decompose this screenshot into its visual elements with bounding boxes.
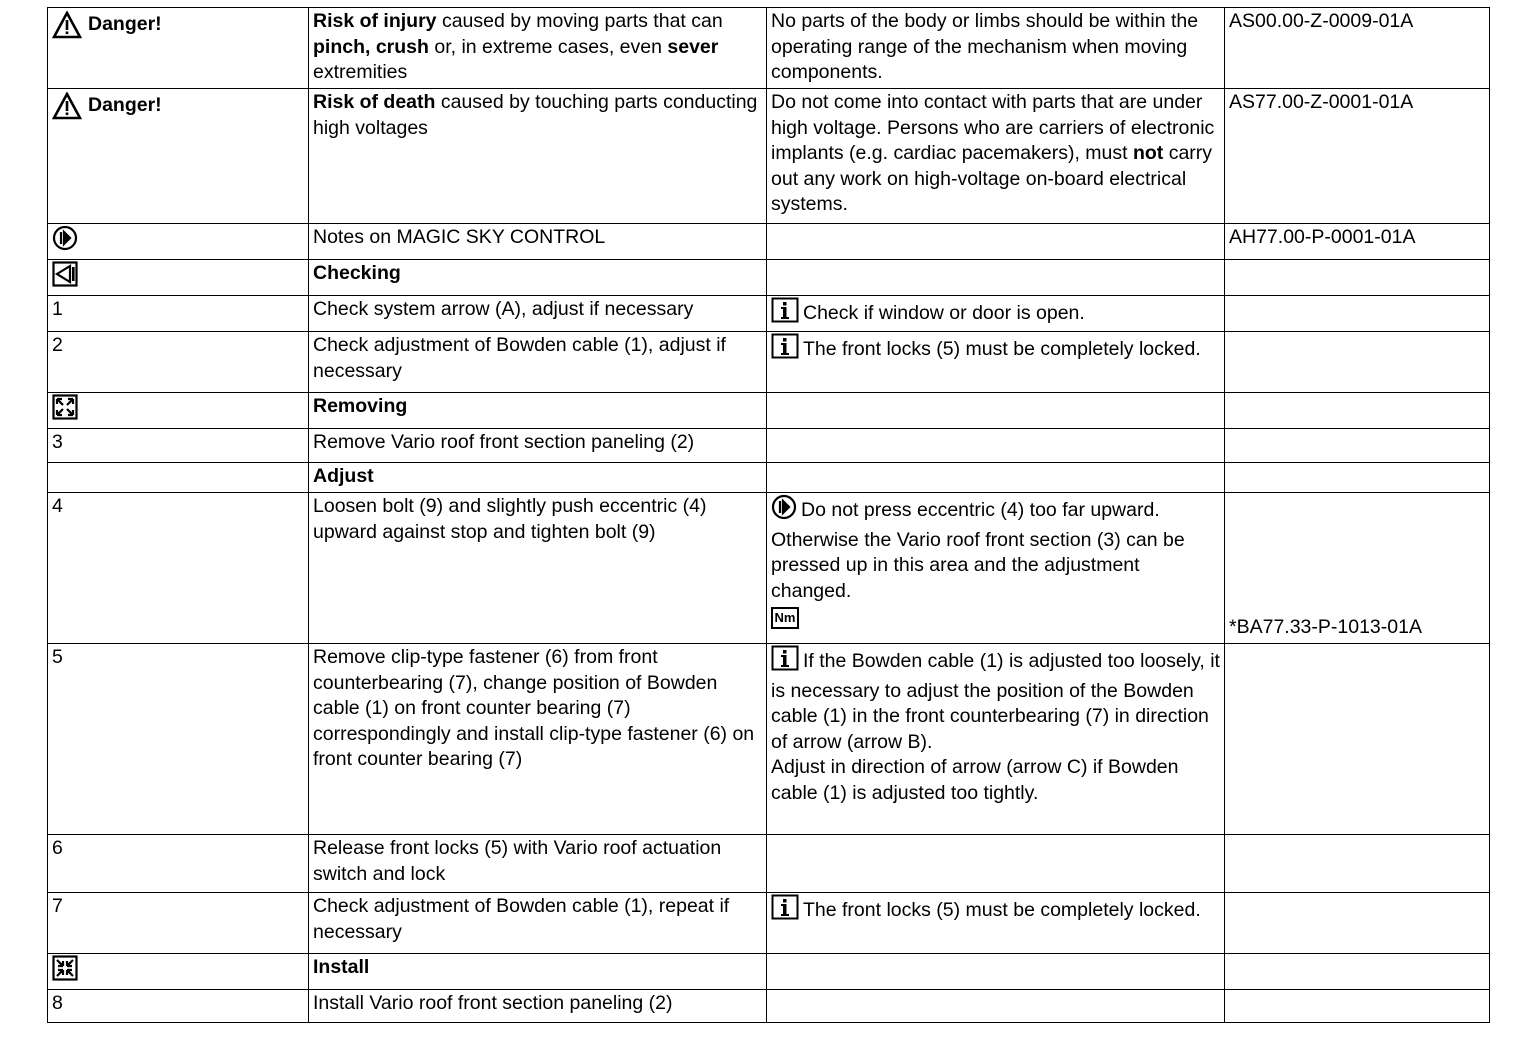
section-heading: Adjust [309,463,767,493]
install-icon [52,955,78,981]
empty-cell [767,954,1225,990]
table-row [48,893,1490,954]
empty-cell [1225,393,1490,429]
table-row [48,393,1490,429]
step-text: Install Vario roof front section paneling (2) [309,990,767,1023]
note-circle-icon [771,494,797,528]
reference-code: *BA77.33-P-1013-01A [1229,615,1422,638]
table-row [48,990,1490,1023]
empty-cell [767,463,1225,493]
step-note: Check if window or door is open. [767,296,1225,332]
table-row [48,224,1490,260]
removing-icon [52,394,78,420]
symbol-cell [48,393,309,429]
danger-note: Do not come into contact with parts that are under high voltage. Persons who are carriers of electronic implants (e.g. cardiac pacemakers), must not carry out any work on high-voltage on-board electrical systems. [767,89,1225,224]
symbol-cell [48,8,309,89]
reference-code: AH77.00-P-0001-01A [1225,224,1490,260]
danger-label: Danger! [88,13,162,36]
table-row [48,8,1490,89]
section-heading: Removing [309,393,767,429]
step-note: Do not press eccentric (4) too far upward. Otherwise the Vario roof front section (3) can be pressed up in this area and the adjustment changed. Nm [767,493,1225,644]
symbol-cell [48,260,309,296]
empty-cell [767,429,1225,463]
empty-cell [767,393,1225,429]
warning-triangle-icon [52,92,82,120]
empty-cell [1225,260,1490,296]
step-number: 8 [48,990,309,1023]
danger-note: No parts of the body or limbs should be within the operating range of the mechanism when moving components. [767,8,1225,89]
empty-cell [48,463,309,493]
empty-cell [1225,463,1490,493]
step-text: Remove clip-type fastener (6) from front counterbearing (7), change position of Bowden cable (1) on front counter bearing (7) correspondingly and install clip-type fastener (6) on front counter bearing (7) [309,644,767,835]
symbol-cell [48,954,309,990]
section-heading: Checking [309,260,767,296]
step-text: Check adjustment of Bowden cable (1), adjust if necessary [309,332,767,393]
info-icon [771,645,799,679]
table-row [48,835,1490,893]
step-text: Remove Vario roof front section paneling (2) [309,429,767,463]
reference-code: AS00.00-Z-0009-01A [1225,8,1490,89]
empty-cell [1225,296,1490,332]
step-number: 2 [48,332,309,393]
table-row [48,644,1490,835]
step-number: 3 [48,429,309,463]
empty-cell [1225,644,1490,835]
step-number: 1 [48,296,309,332]
table-row [48,89,1490,224]
info-icon [771,333,799,367]
danger-description: Risk of injury caused by moving parts that can pinch, crush or, in extreme cases, even sever extremities [309,8,767,89]
empty-cell [1225,893,1490,954]
table-row [48,429,1490,463]
table-row [48,296,1490,332]
empty-cell [1225,332,1490,393]
empty-cell [767,260,1225,296]
procedure-table [47,7,1490,1023]
table-row [48,260,1490,296]
empty-cell [1225,954,1490,990]
step-note: If the Bowden cable (1) is adjusted too loosely, it is necessary to adjust the position of the Bowden cable (1) in the front counterbearing (7) in direction of arrow (arrow B). Adjust in direction of arrow (arrow C) if Bowden cable (1) is adjusted too tightly. [767,644,1225,835]
table-row [48,493,1490,644]
empty-cell [767,990,1225,1023]
empty-cell [767,835,1225,893]
reference-code: AS77.00-Z-0001-01A [1225,89,1490,224]
step-number: 4 [48,493,309,644]
danger-description: Risk of death caused by touching parts conducting high voltages [309,89,767,224]
table-row [48,463,1490,493]
table-row [48,954,1490,990]
step-text: Check system arrow (A), adjust if necessary [309,296,767,332]
empty-cell [1225,429,1490,463]
reference-cell [1225,493,1490,644]
table-row [48,332,1490,393]
torque-nm-icon: Nm [771,607,799,629]
info-icon [771,894,799,928]
empty-cell [767,224,1225,260]
step-number: 6 [48,835,309,893]
step-note: The front locks (5) must be completely locked. [767,893,1225,954]
section-heading: Install [309,954,767,990]
symbol-cell [48,89,309,224]
empty-cell [1225,835,1490,893]
step-text: Release front locks (5) with Vario roof actuation switch and lock [309,835,767,893]
step-number: 7 [48,893,309,954]
empty-cell [1225,990,1490,1023]
step-note: The front locks (5) must be completely locked. [767,332,1225,393]
danger-label: Danger! [88,94,162,117]
info-icon [771,297,799,331]
symbol-cell [48,224,309,260]
step-number: 5 [48,644,309,835]
step-text: Loosen bolt (9) and slightly push eccentric (4) upward against stop and tighten bolt (9) [309,493,767,644]
notes-link-text: Notes on MAGIC SKY CONTROL [309,224,767,260]
note-circle-icon [52,225,78,251]
warning-triangle-icon [52,11,82,39]
step-text: Check adjustment of Bowden cable (1), repeat if necessary [309,893,767,954]
checking-icon [52,261,78,287]
